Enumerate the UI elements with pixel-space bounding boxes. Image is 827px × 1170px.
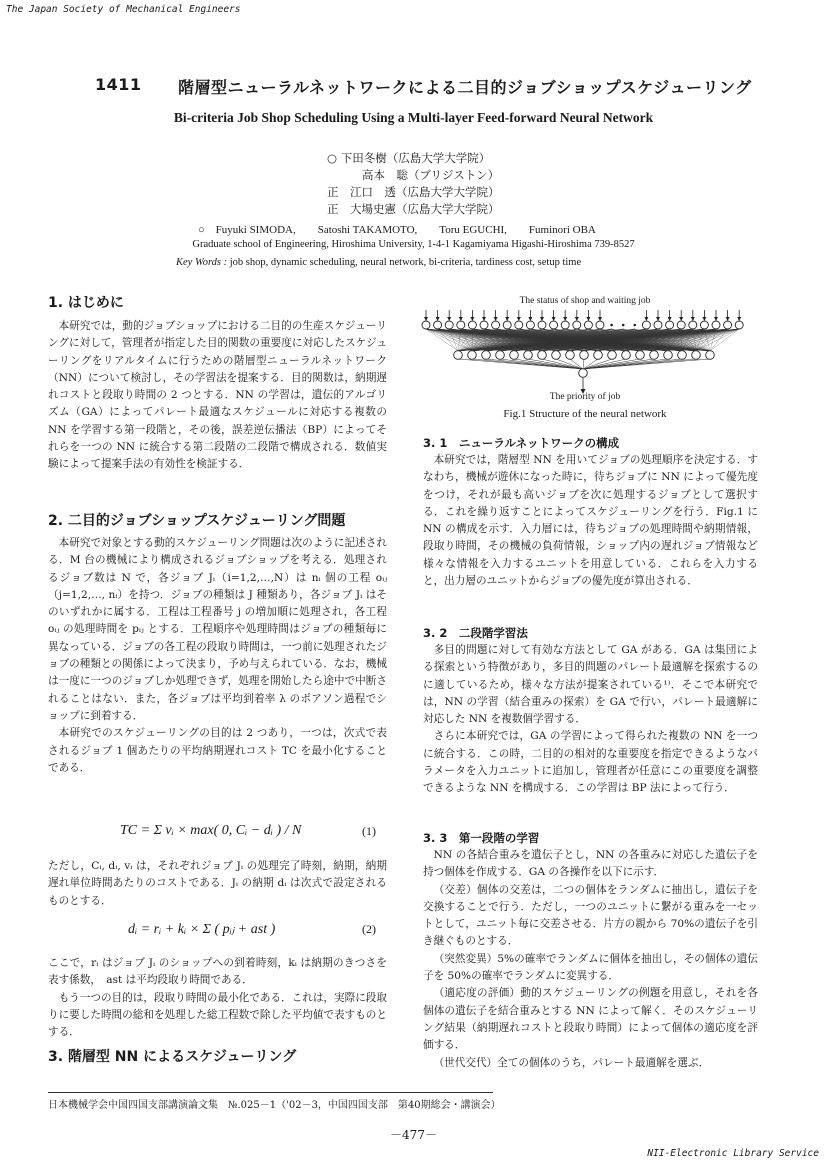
section-2-body-end: [48, 955, 387, 1041]
section-3-1-title: 3. 1 ニューラルネットワークの構成: [423, 436, 620, 450]
hidden-node: [454, 351, 463, 360]
equation-1: TC = Σ vᵢ × max( 0, Cᵢ − dᵢ ) / N: [120, 823, 302, 838]
hidden-node: [664, 351, 673, 360]
hidden-node: [468, 351, 477, 360]
affiliation: Graduate school of Engineering, Hiroshima University, 1-4-1 Kagamiyama Higashi-Hiroshima 739-8527: [192, 239, 635, 250]
section-3-3-title: 3. 3 第一段階の学習: [423, 831, 540, 845]
section-3-2-paragraph-1: 多目的問題に対して有効な方法として GA がある．GA は集団による探索という特徴があり，多目的問題のパレート最適解を探索するのに適しているため，様々な方法が提案されている¹⁾．そこで本研究では，NN の学習（結合重みの探索）を GA で行い，パレート最適解に対応した NN を複数個学習する．: [423, 644, 758, 726]
hidden-node: [566, 351, 575, 360]
section-3-3-paragraph-4: （適応度の評価）動的スケジューリングの例題を用意し，それを各個体の遺伝子を結合重みとする NN によって解く．そのスケジューリング結果（納期遅れコストと段取り時間）によって個体の適応度を評価する．: [423, 987, 758, 1052]
hidden-node: [482, 351, 491, 360]
hidden-node: [510, 351, 519, 360]
hidden-node: [496, 351, 505, 360]
neural-network-diagram: [418, 308, 752, 398]
hidden-node: [538, 351, 547, 360]
figure-top-label: The status of shop and waiting job: [519, 296, 651, 306]
ellipsis-dot: [634, 324, 637, 327]
authors-en: ○ Fuyuki SIMODA, Satoshi TAKAMOTO, Toru EGUCHI, Fuminori OBA: [198, 224, 596, 236]
output-node: [579, 369, 588, 378]
section-2-paragraph-4: ここで，rᵢ はジョブ Jᵢ のショップへの到着時刻，kᵢ は納期のきつさを表す係数， ast は平均段取り時間である．: [48, 957, 387, 987]
figure-caption: Fig.1 Structure of the neural network: [503, 408, 667, 420]
library-service-footer: NII-Electronic Library Service: [647, 1148, 819, 1159]
input-node: [642, 321, 650, 329]
equation-2: dᵢ = rᵢ + kᵢ × Σ ( pᵢⱼ + ast ): [128, 922, 276, 937]
input-node: [550, 321, 558, 329]
footer-rule: [48, 1092, 493, 1093]
society-header: The Japan Society of Mechanical Engineers: [6, 4, 241, 15]
section-1-body: [48, 318, 387, 474]
hidden-node: [692, 351, 701, 360]
input-node: [689, 321, 697, 329]
title-jp: 階層型ニューラルネットワークによる二目的ジョブショップスケジューリング: [178, 78, 752, 97]
ellipsis-dot: [622, 324, 625, 327]
section-3-3-body: [423, 847, 758, 1072]
input-node: [596, 321, 604, 329]
hidden-node: [636, 351, 645, 360]
author-2: 高本 聡（ブリジストン）: [362, 168, 500, 182]
input-node: [700, 321, 708, 329]
section-3-title: 3. 階層型 NN によるスケジューリング: [48, 1049, 297, 1065]
section-3-3-paragraph-5: （世代交代）全ての個体のうち，パレート最適解を選ぶ．: [433, 1056, 710, 1069]
section-3-2-body: [423, 642, 758, 798]
hidden-node: [580, 351, 589, 360]
hidden-node: [678, 351, 687, 360]
section-3-1-body: [423, 452, 758, 590]
input-node: [735, 321, 743, 329]
section-2-paragraph-1: 本研究で対象とする動的スケジューリング問題は次のように記述される．M 台の機械により構成されるジョブショップを考える．処理されるジョブ数は N で，各ジョブ Jᵢ（i=1,2,…,N）は nᵢ 個の工程 oᵢⱼ（j=1,2,…, nᵢ）を持つ．ジョブの種類は J 種類あり，各ジョブ Jᵢ はそのいずれかに属する．工程は工程番号 j の増加順に処理され，各工程 oᵢⱼ の処理時間を pᵢⱼ とする．工程順序や処理時間はジョブの種類毎に異なっている．ジョブの各工程の段取り時間は，一つ前に処理されたジョブの種類との関係によって決まり，予め与えられている．なお，機械は一度に一つのジョブしか処理できず，処理を開始したら途中で中断されることはない．また，各ジョブは平均到着率 λ のポアソン過程でショップに到着する．: [48, 537, 387, 722]
figure-bottom-label: The priority of job: [549, 392, 621, 402]
input-node: [445, 321, 453, 329]
hidden-node: [594, 351, 603, 360]
input-node: [666, 321, 674, 329]
input-node: [712, 321, 720, 329]
hidden-node: [608, 351, 617, 360]
hidden-node: [622, 351, 631, 360]
paper-number: 1411: [95, 75, 142, 94]
input-node: [480, 321, 488, 329]
input-node: [677, 321, 685, 329]
input-node: [422, 321, 430, 329]
input-node: [457, 321, 465, 329]
section-3-2-paragraph-2: さらに本研究では，GA の学習によって得られた複数の NN を一つに統合する．この時，二目的の相対的な重要度を指定できるようなパラメータを入力ユニットに追加し，管理者が任意にこの重要度を調整できるような NN を構成する．この学習は BP 法によって行う．: [423, 730, 758, 795]
equation-2-number: (2): [362, 922, 376, 936]
hidden-node: [524, 351, 533, 360]
hidden-node: [706, 351, 715, 360]
input-node: [526, 321, 534, 329]
section-2-paragraph-3: ただし，Cᵢ, dᵢ, vᵢ は，それぞれジョブ Jᵢ の処理完了時刻，納期，納期遅れ単位時間あたりのコストである．Jᵢ の納期 dᵢ は次式で設定されるものとする．: [48, 860, 387, 907]
ellipsis-dot: [610, 324, 613, 327]
section-2-paragraph-2: 本研究でのスケジューリングの目的は 2 つあり，一つは，次式で表されるジョブ 1 個あたりの平均納期遅れコスト TC を最小化することである．: [48, 727, 387, 774]
input-node: [654, 321, 662, 329]
input-node: [584, 321, 592, 329]
section-3-3-paragraph-3: （突然変異）5%の確率でランダムに個体を抽出し，その個体の遺伝子を 50%の確率でランダムに変異する．: [423, 952, 758, 983]
input-node: [724, 321, 732, 329]
section-3-3-paragraph-2: （交差）個体の交差は，二つの個体をランダムに抽出し，遺伝子を交換することで行う．ただし，一つのユニットに繋がる重みを一セットとして，ユニット毎に交差させる．片方の親から 70%の遺伝子を引き継ぐものとする．: [423, 883, 758, 948]
input-node: [468, 321, 476, 329]
input-node: [538, 321, 546, 329]
author-3: 正 江口 透（広島大学大学院）: [327, 185, 500, 199]
section-1-title: 1. はじめに: [48, 295, 124, 311]
keywords-label: Key Words :: [176, 257, 228, 268]
title-en: Bi-criteria Job Shop Scheduling Using a Multi-layer Feed-forward Neural Network: [173, 110, 654, 125]
section-2-body: [48, 535, 387, 777]
input-node: [492, 321, 500, 329]
input-node: [561, 321, 569, 329]
section-3-2-title: 3. 2 二段階学習法: [423, 626, 528, 640]
author-1: ○ 下田冬樹（広島大学大学院）: [327, 151, 491, 165]
proceedings-info: 日本機械学会中国四国支部講演論文集 №.025－1（'02－3，中国四国支部 第40期総会・講演会）: [48, 1100, 501, 1111]
keywords: [176, 257, 581, 268]
section-2-body-cont: [48, 858, 387, 910]
section-2-paragraph-5: もう一つの目的は，段取り時間の最小化である．これは，実際に段取りに要した時間の総和を処理した総工程数で除した平均値で表すものとする．: [48, 991, 387, 1039]
keywords-text: job shop, dynamic scheduling, neural network, bi-criteria, tardiness cost, setup time: [229, 257, 582, 268]
section-2-title: 2. 二目的ジョブショップスケジューリング問題: [48, 513, 346, 529]
section-1-paragraph: 本研究では，動的ジョブショップにおける二目的の生産スケジューリングに対して，管理者が指定した目的関数の重要度に対応したスケジューリングをリアルタイムに行うための階層型ニューラルネットワーク（NN）について検討し，その学習法を提案する．目的関数は，納期遅れコストと段取り時間の 2 つとする．NN の学習は，遺伝的アルゴリズム（GA）によってパレート最適なスケジュールに対応する複数の NN を学習する第一段階と，その後，誤差逆伝播法（BP）によってそれらを一つの NN に統合する第二段階の二段階で構成される．数値実験によって提案手法の有効性を検証する．: [48, 320, 387, 471]
hidden-node: [650, 351, 659, 360]
hidden-node: [552, 351, 561, 360]
section-3-3-paragraph-1: NN の各結合重みを遺伝子とし，NN の各重みに対応した遺伝子を持つ個体を作成する．GA の各操作を以下に示す．: [423, 849, 758, 879]
author-4: 正 大場史憲（広島大学大学院）: [327, 202, 500, 216]
equation-1-number: (1): [362, 824, 376, 838]
section-3-1-paragraph: 本研究では，階層型 NN を用いてジョブの処理順序を決定する．すなわち，機械が遊休になった時に，待ちジョブに NN によって優先度をつけ，それが最も高いジョブを次に処理するジョブとして選択する．これを繰り返すことによってスケジューリングを行う．Fig.1 に NN の構成を示す．入力層には，待ちジョブの処理時間や納期情報，段取り時間，その機械の負荷情報，ショップ内の遅れジョブ情報など様々な情報を入力するユニットを用意している．これらを入力すると，出力層のユニットからジョブの優先度が算出される．: [423, 454, 758, 588]
input-node: [503, 321, 511, 329]
page-number: －477－: [390, 1128, 437, 1142]
input-node: [515, 321, 523, 329]
input-node: [573, 321, 581, 329]
input-node: [434, 321, 442, 329]
